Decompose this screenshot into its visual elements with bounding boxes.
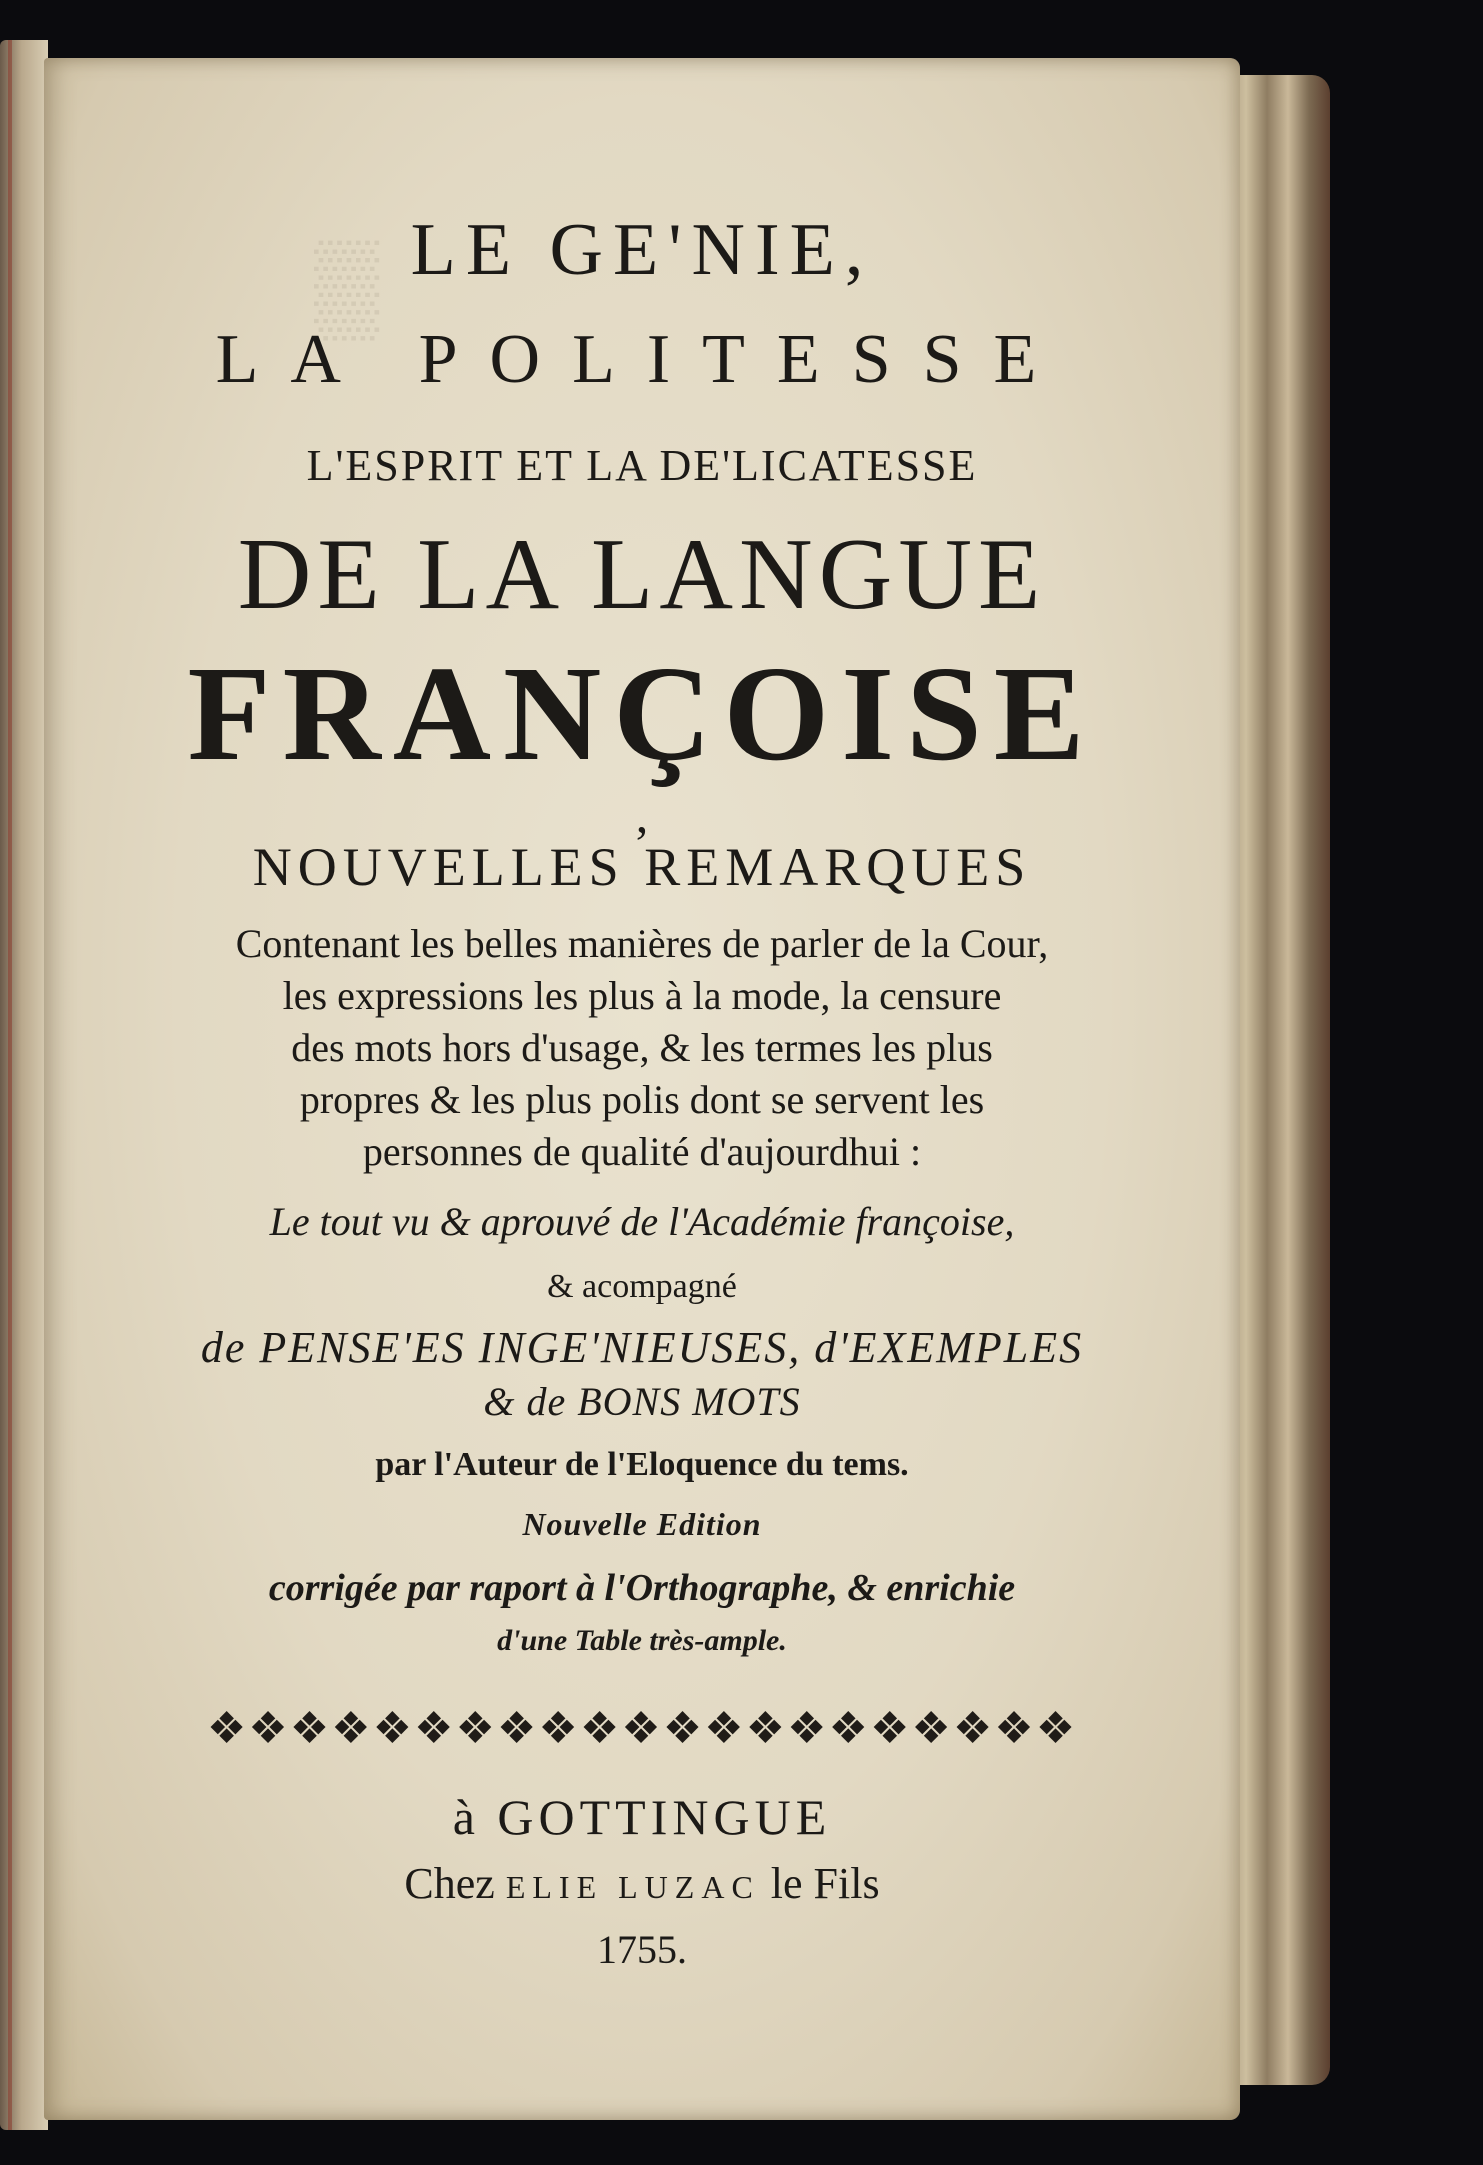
book-fore-edge	[1225, 75, 1330, 2085]
ornament-divider: ❖❖❖❖❖❖❖❖❖❖❖❖❖❖❖❖❖❖❖❖❖	[206, 1704, 1078, 1753]
corrected-line: corrigée par raport à l'Orthographe, & enrichie	[268, 1567, 1016, 1609]
approval-line: Le tout vu & aprouvé de l'Académie françoise,	[269, 1199, 1015, 1244]
printer-prefix: Chez	[404, 1859, 495, 1908]
table-line: d'une Table très-ample.	[497, 1624, 787, 1657]
bleed-through-mark: ▒	[314, 235, 390, 337]
pensees-line: de PENSE'ES INGE'NIEUSES, d'EXEMPLES	[200, 1323, 1084, 1372]
title-line-4: DE LA LANGUE	[237, 518, 1047, 631]
body-line-1: Contenant les belles manières de parler de la Cour,	[235, 921, 1049, 966]
bons-mots-line: & de BONS MOTS	[483, 1379, 801, 1424]
body-line-3: des mots hors d'usage, & les termes les plus	[291, 1025, 993, 1070]
printer-suffix: le Fils	[770, 1859, 880, 1908]
accompanied-line: & acompagné	[547, 1268, 737, 1305]
edition-line: Nouvelle Edition	[522, 1506, 762, 1542]
body-line-5: personnes de qualité d'aujourdhui :	[362, 1129, 922, 1174]
imprint-year: 1755.	[597, 1927, 687, 1972]
previous-leaf-edge	[0, 40, 48, 2130]
author-line: par l'Auteur de l'Eloquence du tems.	[375, 1446, 909, 1483]
body-line-4: propres & les plus polis dont se servent les	[299, 1077, 985, 1122]
title-line-1: LE GE'NIE,	[410, 209, 874, 291]
title-line-2: LA POLITESSE	[215, 321, 1069, 398]
title-line-3: L'ESPRIT ET LA DE'LICATESSE	[306, 441, 978, 490]
title-line-5: FRANÇOISE	[187, 639, 1097, 789]
printer-name: ELIE LUZAC	[505, 1869, 760, 1905]
body-line-2: les expressions les plus à la mode, la censure	[282, 973, 1002, 1018]
title-page	[44, 58, 1240, 2120]
imprint-place: à GOTTINGUE	[452, 1789, 832, 1845]
imprint-printer	[44, 1858, 1240, 1909]
title-comma: ,	[635, 787, 649, 843]
subtitle: NOUVELLES REMARQUES	[252, 837, 1032, 897]
